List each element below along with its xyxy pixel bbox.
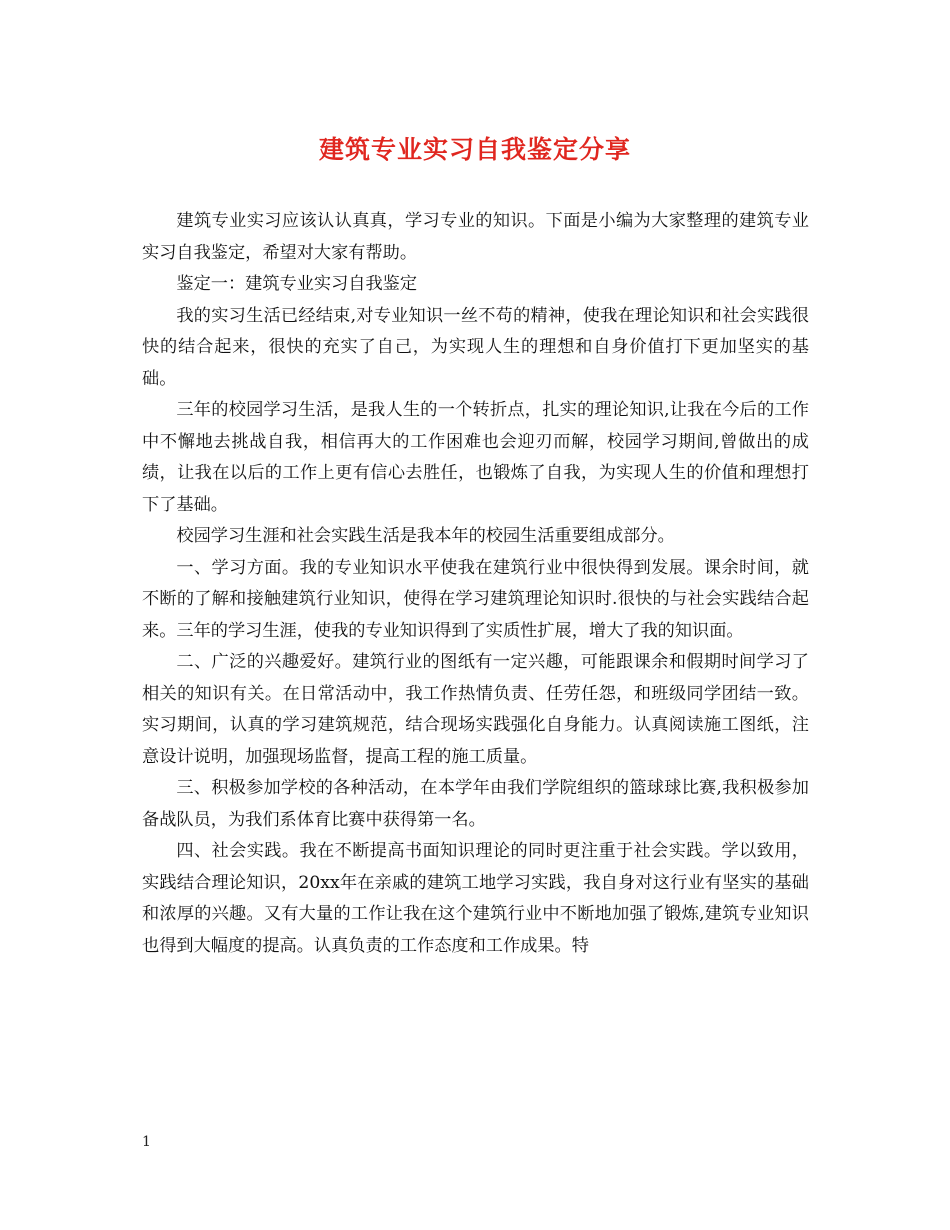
page-title: 建筑专业实习自我鉴定分享: [318, 135, 631, 164]
paragraph-intro: 建筑专业实习应该认认真真，学习专业的知识。下面是小编为大家整理的建筑专业实习自我鉴定，希望对大家有帮助。: [142, 211, 809, 263]
paragraph-study: 一、学习方面。我的专业知识水平使我在建筑行业中很快得到发展。课余时间，就不断的了解和接触建筑行业知识，使得在学习建筑理论知识时.很快的与社会实践结合起来。三年的学习生涯，使我的专业知识得到了实质性扩展，增大了我的知识面。: [142, 557, 809, 641]
section-heading: 鉴定一：建筑专业实习自我鉴定: [176, 274, 418, 294]
paragraph-activities: 三、积极参加学校的各种活动，在本学年由我们学院组织的篮球球比赛,我积极参加备战队员，为我们系体育比赛中获得第一名。: [142, 778, 809, 830]
paragraph: 三年的校园学习生活，是我人生的一个转折点，扎实的理论知识,让我在今后的工作中不懈地去挑战自我，相信再大的工作困难也会迎刃而解，校园学习期间,曾做出的成绩，让我在以后的工作上更有信心去胜任，也锻炼了自我，为实现人生的价值和理想打下了基础。: [142, 400, 809, 515]
document-body: [142, 206, 809, 962]
paragraph: 校园学习生涯和社会实践生活是我本年的校园生活重要组成部分。: [176, 526, 675, 546]
paragraph-interests: 二、广泛的兴趣爱好。建筑行业的图纸有一定兴趣，可能跟课余和假期时间学习了相关的知识有关。在日常活动中，我工作热情负责、任劳任怨，和班级同学团结一致。实习期间，认真的学习建筑规范，结合现场实践强化自身能力。认真阅读施工图纸，注意设计说明，加强现场监督，提高工程的施工质量。: [142, 652, 809, 767]
paragraph: 我的实习生活已经结束,对专业知识一丝不苟的精神，使我在理论知识和社会实践很快的结合起来，很快的充实了自己，为实现人生的理想和自身价值打下更加坚实的基础。: [142, 305, 809, 389]
page-number: 1: [142, 1134, 151, 1150]
paragraph-practice: 四、社会实践。我在不断提高书面知识理论的同时更注重于社会实践。学以致用，实践结合理论知识，20xx年在亲戚的建筑工地学习实践，我自身对这行业有坚实的基础和浓厚的兴趣。又有大量的工作让我在这个建筑行业中不断地加强了锻炼,建筑专业知识也得到大幅度的提高。认真负责的工作态度和工作成果。特: [142, 841, 809, 956]
